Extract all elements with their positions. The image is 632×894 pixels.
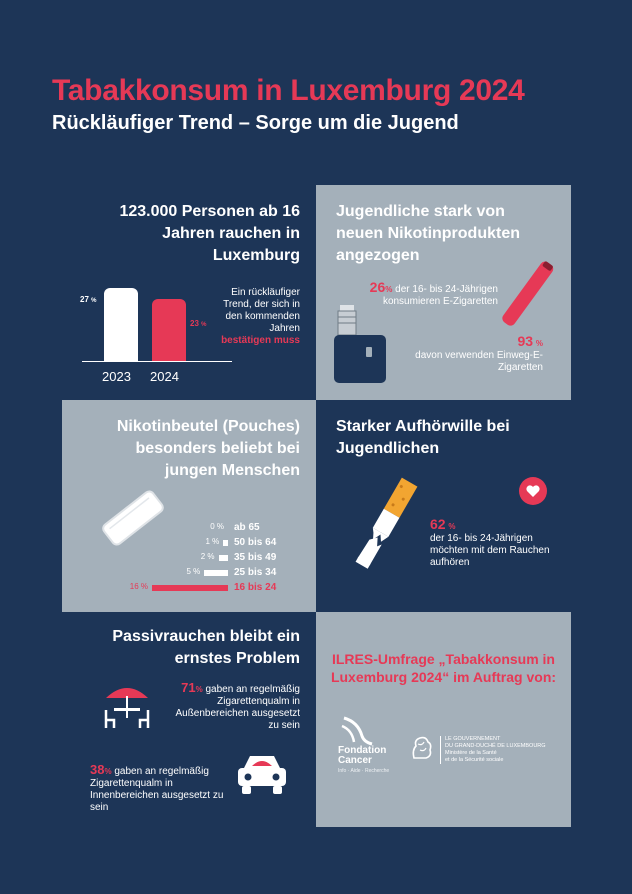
year-label-2024: 2024 [150, 369, 179, 384]
age-row [62, 567, 316, 579]
age-row [62, 582, 316, 594]
fondation-cancer-name: Fondation Cancer [338, 745, 387, 766]
disposable-stat: 93 % davon verwenden Einweg-E-Zigaretten [415, 333, 543, 373]
age-row [62, 537, 316, 549]
lion-crest-icon [406, 732, 436, 762]
age-row-label: 25 bis 34 [234, 567, 277, 578]
bar-2023 [104, 288, 138, 361]
smokers-heading: 123.000 Personen ab 16 Jahren rauchen in Luxemburg [119, 203, 300, 264]
age-row-bar [223, 540, 228, 546]
heart-icon [518, 476, 548, 506]
government-logo [406, 732, 566, 762]
survey-panel [316, 612, 571, 827]
pouches-heading: Nikotinbeutel (Pouches) besonders beliebt bei jungen Menschen [116, 418, 300, 479]
nicotine-products-panel [316, 185, 571, 400]
outdoor-stat: 71% gaben an regelmäßig Zigarettenqualm in Außenbereichen ausgesetzt zu sein [175, 680, 300, 731]
year-label-2023: 2023 [102, 369, 131, 384]
age-row-label: 35 bis 49 [234, 552, 277, 563]
age-row-value: 5 % [186, 567, 201, 576]
vape-mod-icon [328, 297, 398, 387]
broken-cigarette-icon [346, 470, 426, 580]
age-row [62, 552, 316, 564]
quitting-heading: Starker Aufhörwille bei Jugendlichen [336, 418, 510, 457]
page-title: Tabakkonsum in Luxemburg 2024 [52, 74, 525, 107]
age-row-bar [219, 555, 229, 561]
fondation-cancer-tagline: Info · Aide · Recherche [338, 768, 390, 774]
pouches-panel [62, 400, 316, 612]
smokers-note: Ein rückläufiger Trend, der sich in den kommenden Jahren bestätigen muss [221, 287, 300, 346]
car-icon [234, 752, 290, 798]
bar-2024-label: 23 % [190, 319, 207, 328]
quitting-panel [316, 400, 571, 612]
nicotine-heading: Jugendliche stark von neuen Nikotinprodukten angezogen [336, 203, 520, 264]
survey-heading: ILRES-Umfrage „Tabakkonsum in Luxemburg 2024“ im Auftrag von: [330, 651, 557, 685]
fondation-cancer-symbol-icon [338, 716, 378, 746]
passive-smoking-panel [62, 612, 316, 827]
age-row-value: 0 % [210, 522, 224, 531]
outdoor-terrace-icon [102, 678, 152, 732]
disposable-vape-icon [498, 255, 558, 335]
page-subtitle: Rückläufiger Trend – Sorge um die Jugend [52, 112, 459, 134]
age-row-value: 16 % [129, 582, 148, 591]
ecig-stat: 26% der 16- bis 24-Jährigen konsumieren E-Zigaretten [369, 279, 498, 307]
bar-baseline [82, 361, 232, 362]
age-row-label: 50 bis 64 [234, 537, 277, 548]
age-row-bar [152, 585, 228, 591]
government-text: LE GOUVERNEMENT DU GRAND-DUCHÉ DE LUXEMBOURG Ministère de la Santé et de la Sécurité sociale [440, 736, 546, 764]
passive-heading: Passivrauchen bleibt ein ernstes Problem [112, 628, 300, 667]
age-row [62, 522, 316, 534]
bar-2023-label: 27 % [80, 295, 97, 304]
smokers-panel [62, 185, 316, 400]
age-row-value: 2 % [200, 552, 215, 561]
age-row-bar [204, 570, 228, 576]
age-row-value: 1 % [205, 537, 220, 546]
indoor-stat: 38% gaben an regelmäßig Zigarettenqualm in Innenbereichen ausgesetzt zu sein [90, 762, 224, 813]
bar-2024 [152, 299, 186, 361]
quit-stat: 62 % der 16- bis 24-Jährigen möchten mit dem Rauchen aufhören [430, 516, 550, 568]
age-row-label: ab 65 [234, 522, 260, 533]
age-row-label: 16 bis 24 [234, 582, 277, 593]
